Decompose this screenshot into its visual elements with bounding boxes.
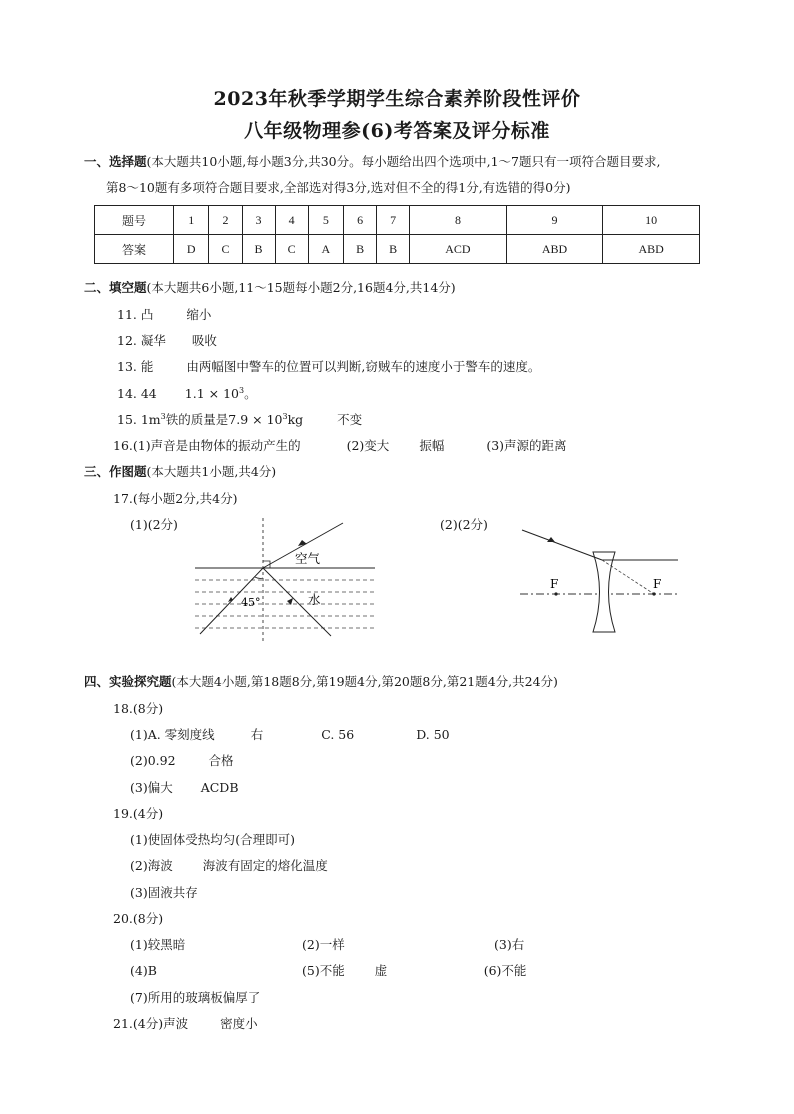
concave-lens-diagram xyxy=(520,522,680,634)
section1-desc-2: 第8～10题有多项符合题目要求,全部选对得3分,选对但不全的得1分,有选错的得0分) xyxy=(106,180,571,195)
q20-line3: (7)所用的玻璃板偏厚了 xyxy=(130,990,261,1005)
q16-line xyxy=(113,436,567,454)
q20-l1-c: (3)右 xyxy=(494,937,525,952)
q18-l1-d: D. 50 xyxy=(416,727,450,742)
air-label: 空气 xyxy=(295,551,321,566)
q14-answer-b: 1.1 × 10 xyxy=(184,386,239,401)
section4-desc: (本大题4小题,第18题8分,第19题4分,第20题8分,第21题4分,共24分) xyxy=(171,674,558,689)
table-cell-answer: B xyxy=(242,235,275,264)
refraction-diagram xyxy=(195,518,375,648)
table-cell-number: 6 xyxy=(344,206,377,235)
q12-answer-a: 12. 凝华 xyxy=(117,333,166,348)
q15-answer-b: 不变 xyxy=(337,412,363,427)
q15-line xyxy=(117,410,362,428)
q18-line2 xyxy=(130,751,234,769)
q13-answer-a: 13. 能 xyxy=(117,359,154,374)
q20-l1-b: (2)一样 xyxy=(302,937,345,952)
q18-l2-b: 合格 xyxy=(208,753,234,768)
q20-line1 xyxy=(130,935,524,953)
section1-desc-1: (本大题共10小题,每小题3分,共30分。每小题给出四个选项中,1～7题只有一项符合题目要求, xyxy=(146,154,661,169)
table-header-answer: 答案 xyxy=(95,235,174,264)
section3-heading: 三、作图题 xyxy=(84,464,147,479)
section1-heading: 一、选择题 xyxy=(84,154,147,169)
focus-point-right xyxy=(652,592,655,595)
q15-answer-a-mid: 铁的质量是7.9 × 10 xyxy=(165,412,283,427)
answer-table xyxy=(94,205,700,264)
q16-answer-b: (2)变大 xyxy=(346,438,390,453)
table-cell-answer: B xyxy=(377,235,410,264)
q18-l1-c: C. 56 xyxy=(321,727,355,742)
table-cell-number: 4 xyxy=(275,206,308,235)
q19-l2-b: 海波有固定的熔化温度 xyxy=(202,858,328,873)
table-cell-number: 3 xyxy=(242,206,275,235)
q11-answer-a: 11. 凸 xyxy=(117,307,154,322)
water-hatching xyxy=(195,580,375,628)
section2-heading-line xyxy=(84,278,456,296)
incident-ray-lens xyxy=(522,530,602,560)
q19-l2-a: (2)海波 xyxy=(130,858,173,873)
section3-desc: (本大题共1小题,共4分) xyxy=(146,464,277,479)
q11-answer-b: 缩小 xyxy=(186,307,212,322)
q19-line1: (1)使固体受热均匀(合理即可) xyxy=(130,832,295,847)
q14-end-punct: 。 xyxy=(244,386,257,401)
table-cell-number: 1 xyxy=(174,206,209,235)
table-row-numbers xyxy=(95,206,700,235)
focus-point-left xyxy=(554,592,557,595)
section4-heading: 四、实验探究题 xyxy=(84,674,172,689)
table-row-answers xyxy=(95,235,700,264)
table-cell-answer: C xyxy=(209,235,242,264)
q19-title: 19.(4分) xyxy=(113,806,164,821)
table-cell-number: 5 xyxy=(308,206,343,235)
table-cell-answer: ABD xyxy=(506,235,603,264)
q21-b: 密度小 xyxy=(220,1016,258,1031)
q18-l1-a: (1)A. 零刻度线 xyxy=(130,727,215,742)
q20-l2-c: 虚 xyxy=(374,963,388,978)
table-cell-number: 7 xyxy=(377,206,410,235)
q21-line xyxy=(113,1014,258,1032)
section4-heading-line xyxy=(84,672,558,690)
q17-title: 17.(每小题2分,共4分) xyxy=(113,491,238,506)
q16-answer-d: (3)声源的距离 xyxy=(486,438,567,453)
q18-line3 xyxy=(130,778,239,796)
q15-exponent-2: 3 xyxy=(282,411,288,421)
q19-line2 xyxy=(130,856,328,874)
q20-l2-d: (6)不能 xyxy=(483,963,527,978)
table-header-question: 题号 xyxy=(95,206,174,235)
table-cell-number: 9 xyxy=(506,206,603,235)
q12-line xyxy=(117,331,217,349)
section2-desc: (本大题共6小题,11～15题每小题2分,16题4分,共14分) xyxy=(146,280,456,295)
q18-line1 xyxy=(130,725,450,743)
q18-l1-b: 右 xyxy=(250,727,264,742)
focus-label-right: F xyxy=(653,577,662,591)
incident-arrow-icon xyxy=(228,597,233,602)
table-cell-answer: D xyxy=(174,235,209,264)
q20-l2-a: (4)B xyxy=(130,963,157,978)
q13-line xyxy=(117,357,540,375)
water-label: 水 xyxy=(308,592,321,607)
table-cell-answer: B xyxy=(344,235,377,264)
reflected-ray xyxy=(263,568,331,636)
q14-exponent: 3 xyxy=(238,385,245,395)
q18-title: 18.(8分) xyxy=(113,701,164,716)
q18-l3-b: ACDB xyxy=(200,780,239,795)
q18-l2-a: (2)0.92 xyxy=(130,753,176,768)
q19-line3: (3)固液共存 xyxy=(130,885,198,900)
angle-label: 45° xyxy=(241,596,261,609)
table-cell-answer: C xyxy=(275,235,308,264)
q14-answer-a: 14. 44 xyxy=(117,386,157,401)
q20-l1-a: (1)较黑暗 xyxy=(130,937,186,952)
q21-a: 21.(4分)声波 xyxy=(113,1016,189,1031)
q20-title: 20.(8分) xyxy=(113,911,164,926)
q15-answer-a-pre: 15. 1m xyxy=(117,412,161,427)
table-cell-answer: ABD xyxy=(603,235,700,264)
q20-line2 xyxy=(130,961,526,979)
section3-heading-line xyxy=(84,462,276,480)
refracted-arrow-icon xyxy=(298,540,307,546)
section1-line1 xyxy=(84,152,660,170)
q20-l2-b: (5)不能 xyxy=(302,963,345,978)
q11-line xyxy=(117,305,211,323)
q16-answer-c: 振幅 xyxy=(419,438,445,453)
q12-answer-b: 吸收 xyxy=(191,333,217,348)
section2-heading: 二、填空题 xyxy=(84,280,147,295)
table-cell-answer: ACD xyxy=(410,235,507,264)
title-line-2: 八年级物理参(6)考答案及评分标准 xyxy=(244,120,550,142)
fig2-label: (2)(2分) xyxy=(440,517,488,532)
q16-answer-a: 16.(1)声音是由物体的振动产生的 xyxy=(113,438,301,453)
q13-answer-b: 由两幅图中警车的位置可以判断,窃贼车的速度小于警车的速度。 xyxy=(186,359,541,374)
title-line-1: 2023年秋季学期学生综合素养阶段性评价 xyxy=(213,88,581,110)
focus-label-left: F xyxy=(550,577,559,591)
table-cell-number: 8 xyxy=(410,206,507,235)
q14-line xyxy=(117,384,257,402)
q15-answer-a-end: kg xyxy=(287,412,304,427)
table-cell-number: 10 xyxy=(603,206,700,235)
q18-l3-a: (3)偏大 xyxy=(130,780,173,795)
table-cell-answer: A xyxy=(308,235,343,264)
angle-arc xyxy=(255,577,263,578)
q15-exponent-1: 3 xyxy=(160,411,166,421)
concave-lens xyxy=(593,552,615,632)
fig1-label: (1)(2分) xyxy=(130,517,178,532)
table-cell-number: 2 xyxy=(209,206,242,235)
